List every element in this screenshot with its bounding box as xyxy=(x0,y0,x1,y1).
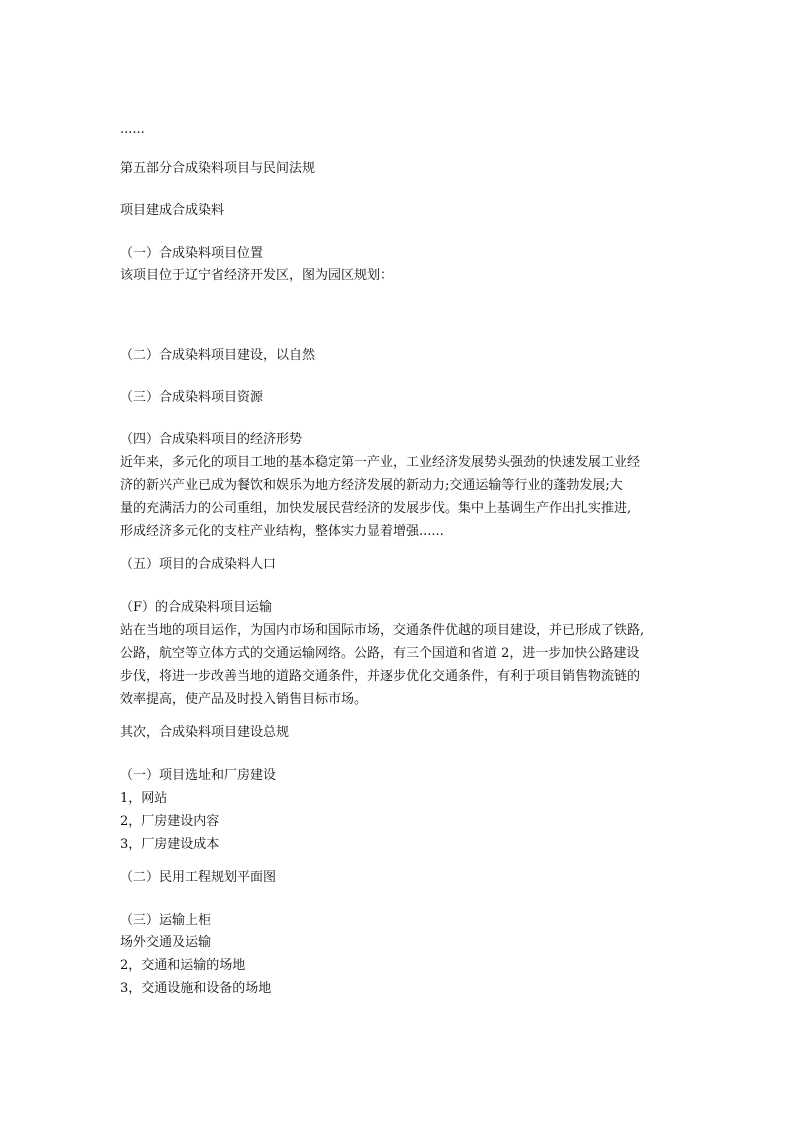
t1-item: 2，厂房建设内容 xyxy=(120,814,220,829)
s6-line: 站在当地的项目运作，为国内市场和国际市场，交通条件优越的项目建设，并已形成了铁路, xyxy=(120,623,645,638)
section-title: 项目建成合成染料 xyxy=(120,203,225,218)
s1-text: 该项目位于辽宁省经济开发区，图为园区规划： xyxy=(120,268,394,283)
t1-item: 3，厂房建设成本 xyxy=(120,837,220,852)
s6-heading: （F）的合成染料项目运输 xyxy=(120,600,273,615)
ellipsis: ...... xyxy=(120,122,145,137)
t2-heading: （二）民用工程规划平面图 xyxy=(120,870,277,885)
s4-line: 济的新兴产业已成为餐饮和娱乐为地方经济发展的新动力;交通运输等行业的蓬勃发展;大 xyxy=(120,478,623,493)
s6-line: 效率提高，使产品及时投入销售目标市场。 xyxy=(120,692,368,707)
t3-item: 2，交通和运输的场地 xyxy=(120,958,246,973)
t1-item: 1，网站 xyxy=(120,791,168,806)
s6-line: 公路，航空等立体方式的交通运输网络。公路，有三个国道和省道 2，进一步加快公路建设 xyxy=(120,646,640,661)
s6-line: 步伐，将进一步改善当地的道路交通条件，并逐步优化交通条件，有利于项目销售物流链的 xyxy=(120,669,641,684)
t3-item: 场外交通及运输 xyxy=(120,935,212,950)
t3-heading: （三）运输上柜 xyxy=(120,913,212,928)
part5-title: 第五部分合成染料项目与民间法规 xyxy=(120,161,316,176)
s4-heading: （四）合成染料项目的经济形势 xyxy=(120,432,303,447)
t3-item: 3，交通设施和设备的场地 xyxy=(120,981,272,996)
second-title: 其次，合成染料项目建设总规 xyxy=(120,725,290,740)
s2-heading: （二）合成染料项目建设，以自然 xyxy=(120,348,316,363)
s4-line: 量的充满活力的公司重组，加快发展民营经济的发展步伐。集中上基调生产作出扎实推进, xyxy=(120,501,632,516)
s4-line: 形成经济多元化的支柱产业结构，整体实力显着增强...... xyxy=(120,524,444,539)
t1-heading: （一）项目选址和厂房建设 xyxy=(120,768,277,783)
s1-heading: （一）合成染料项目位置 xyxy=(120,246,264,261)
s5-heading: （五）项目的合成染料人口 xyxy=(120,557,277,572)
s4-line: 近年来，多元化的项目工地的基本稳定第一产业，工业经济发展势头强劲的快速发展工业经 xyxy=(120,455,641,470)
s3-heading: （三）合成染料项目资源 xyxy=(120,390,264,405)
